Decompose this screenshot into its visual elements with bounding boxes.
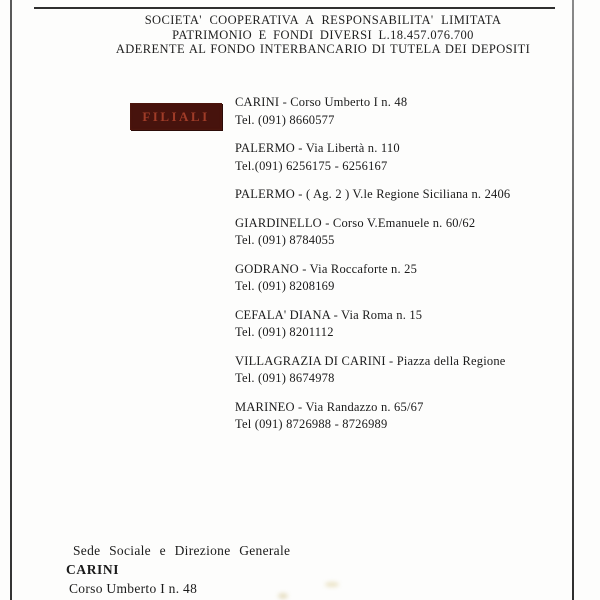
top-border-rule [34, 7, 555, 9]
head-office-title: Sede Sociale e Direzione Generale [73, 543, 291, 558]
head-office-block [66, 541, 290, 598]
branch-name: VILLAGRAZIA DI CARINI - Piazza della Regione [235, 353, 506, 368]
header-line-deposit-fund: ADERENTE AL FONDO INTERBANCARIO DI TUTELA DEI DEPOSITI [115, 42, 531, 56]
branch-item-palermo [235, 140, 570, 175]
branch-name: CARINI - Corso Umberto I n. 48 [235, 95, 408, 109]
branch-name: CEFALA' DIANA - Via Roma n. 15 [235, 307, 423, 322]
branch-item-marineo [235, 399, 570, 434]
head-office-address: Corso Umberto I n. 48 [69, 581, 198, 596]
branch-item-cefala-diana [235, 307, 570, 342]
branch-tel: Tel. (091) 8201112 [235, 325, 334, 339]
header-line-company-type: SOCIETA' COOPERATIVA A RESPONSABILITA' LIMITATA [144, 13, 502, 27]
header-line-capital: PATRIMONIO E FONDI DIVERSI L.18.457.076.700 [172, 27, 474, 42]
branch-name: MARINEO - Via Randazzo n. 65/67 [235, 399, 424, 414]
branch-item-villagrazia [235, 353, 570, 388]
scan-artifact [325, 582, 339, 587]
branch-item-godrano [235, 261, 570, 296]
company-header [106, 13, 540, 57]
branch-tel: Tel. (091) 8784055 [235, 233, 335, 247]
branch-tel: Tel. (091) 8674978 [235, 371, 335, 385]
branch-item-palermo-ag2 [235, 186, 570, 204]
branch-name: GIARDINELLO - Corso V.Emanuele n. 60/62 [235, 215, 476, 230]
branch-item-carini [235, 94, 570, 129]
left-border-rule [10, 0, 12, 600]
branch-item-giardinello [235, 215, 570, 250]
right-border-rule [572, 0, 574, 600]
branch-list [235, 94, 570, 445]
branch-name: PALERMO - Via Libertà n. 110 [235, 141, 400, 155]
filiali-label-plate: FILIALI [130, 103, 222, 130]
branch-name: GODRANO - Via Roccaforte n. 25 [235, 261, 418, 276]
branch-name: PALERMO - ( Ag. 2 ) V.le Regione Siciliana n. 2406 [235, 187, 511, 201]
head-office-city: CARINI [66, 562, 120, 577]
branch-tel: Tel.(091) 6256175 - 6256167 [235, 158, 388, 173]
branch-tel: Tel. (091) 8660577 [235, 112, 335, 127]
branch-tel: Tel. (091) 8208169 [235, 279, 335, 293]
branch-tel: Tel (091) 8726988 - 8726989 [235, 417, 388, 431]
